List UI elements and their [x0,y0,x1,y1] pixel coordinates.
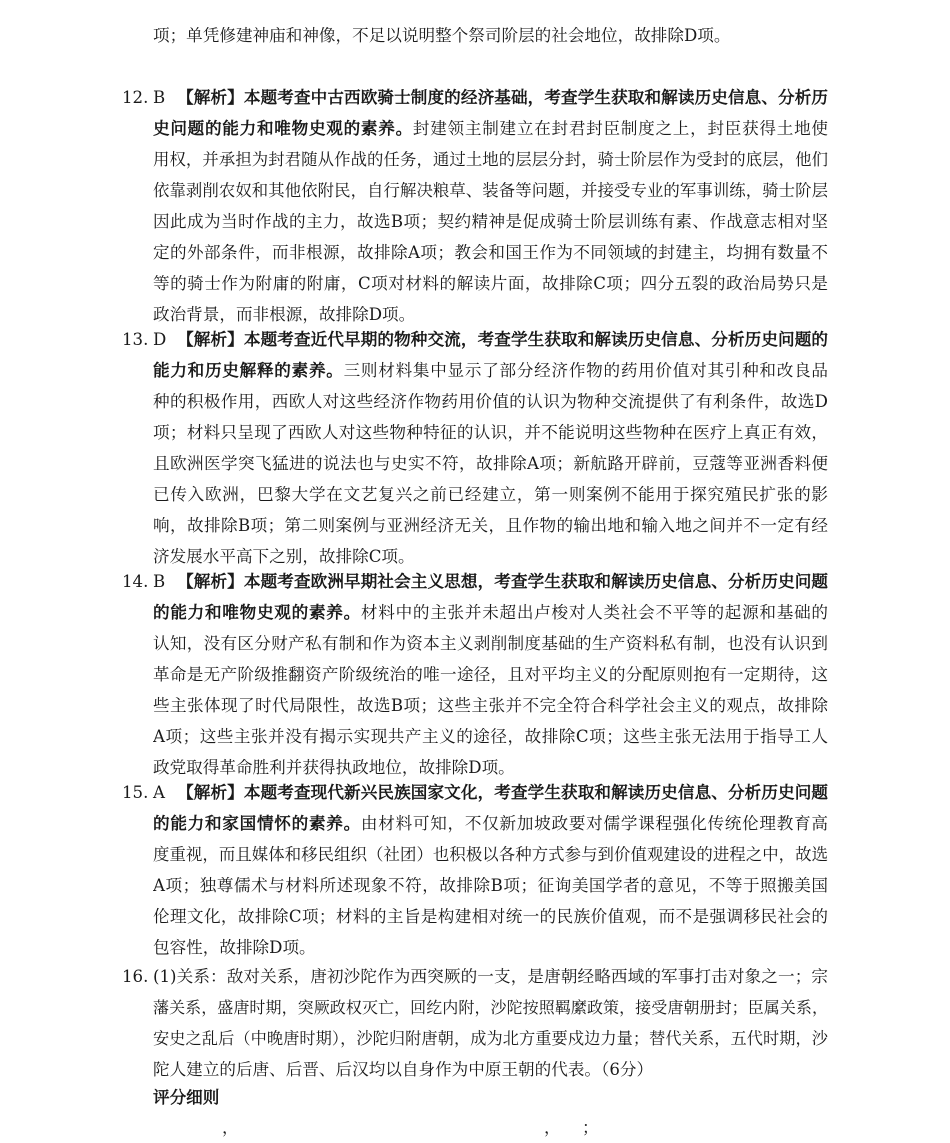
text-line: 种的积极作用，西欧人对这些经济作物药用价值的认识为物种交流提供了有利条件，故选D [153,392,828,411]
text-line: 认知，没有区分财产私有制和作为资本主义剥削制度基础的生产资料私有制，也没有认识到 [153,634,828,653]
q14-first-line [122,567,828,597]
text-line: 且欧洲医学突飞猛进的说法也与史实不符，故排除A项；新航路开辟前，豆蔻等亚洲香料便 [153,454,828,473]
q12-second-line [153,114,828,144]
text-line: 度重视，而且媒体和移民组织（社团）也积极以各种方式参与到价值观建设的进程之中，故选 [153,845,828,864]
bold-text: 史问题的能力和唯物史观的素养。 [153,119,413,138]
text-line: 已传入欧洲，巴黎大学在文艺复兴之前已经建立，第一则案例不能用于探究殖民扩张的影 [153,485,828,504]
cut-mark: ， [222,1118,239,1137]
text-line: 政党取得革命胜利并获得执政地位，故排除D项。 [153,758,515,777]
body-text: 由材料可知，不仅新加坡政要对儒学课程强化传统伦理教育高 [360,814,828,833]
q16-first-line [122,962,828,992]
text-line: 济发展水平高下之别，故排除C项。 [153,547,415,566]
text-line: 些主张体现了时代局限性，故选B项；这些主张并不完全符合科学社会主义的观点，故排除 [153,696,828,715]
q15-second-line [153,809,828,839]
answer-letter: A [153,783,165,802]
analysis-tag: 【解析】 [177,572,244,591]
analysis-tag: 【解析】 [177,783,244,802]
text-line: 包容性，故排除D项。 [153,938,316,957]
text-line: 项；材料只呈现了西欧人对这些物种特征的认识，并不能说明这些物种在医疗上真正有效， [153,423,828,442]
question-number: 12. [122,88,149,107]
question-number: 14. [122,572,149,591]
text-line: A项；独尊儒术与材料所述现象不符，故排除B项；征询美国学者的意见，不等于照搬美国 [153,876,828,895]
question-number: 16. [122,967,149,986]
q14-second-line [153,598,828,628]
analysis-tag: 【解析】 [177,330,244,349]
q15-first-line [122,778,828,808]
continuation-line [153,21,828,51]
text-line: A项；这些主张并没有揭示实现共产主义的途径，故排除C项；这些主张无法用于指导工人 [153,727,828,746]
q13-first-line [122,325,828,355]
text-line: 依靠剥削农奴和其他依附民，自行解决粮草、装备等问题，并接受专业的军事训练，骑士阶层 [153,181,828,200]
analysis-tag: 【解析】 [177,88,244,107]
text-line: 用权，并承担为封君随从作战的任务，通过土地的层层分封，骑士阶层作为受封的底层，他们 [153,150,828,169]
text-line: 陀人建立的后唐、后晋、后汉均以自身作为中原王朝的代表。（6分） [153,1060,654,1079]
text-line: 安史之乱后（中晚唐时期），沙陀归附唐朝，成为北方重要戍边力量；替代关系，五代时期，沙 [153,1029,828,1048]
continuation-text: 项；单凭修建神庙和神像，不足以说明整个祭司阶层的社会地位，故排除D项。 [153,26,731,45]
cut-mark: ， [544,1118,561,1137]
body-text: 三则材料集中显示了部分经济作物的药用价值对其引种和改良品 [343,361,828,380]
q13-second-line [153,356,828,386]
bold-text: 的能力和家国情怀的素养。 [153,814,361,833]
bold-text: 本题考查中古西欧骑士制度的经济基础，考查学生获取和解读历史信息、分析历 [243,88,828,107]
question-number: 15. [122,783,149,802]
text-line: 革命是无产阶级推翻资产阶级统治的唯一途径，且对平均主义的分配原则抱有一定期待，这 [153,665,828,684]
text-line: 定的外部条件，而非根源，故排除A项；教会和国王作为不同领域的封建主，均拥有数量不 [153,243,828,262]
answer-letter: D [153,330,167,349]
bold-text: 本题考查欧洲早期社会主义思想，考查学生获取和解读历史信息、分析历史问题 [243,572,828,591]
question-number: 13. [122,330,149,349]
bold-text: 本题考查现代新兴民族国家文化，考查学生获取和解读历史信息、分析历史问题 [243,783,828,802]
bold-text: 本题考查近代早期的物种交流，考查学生获取和解读历史信息、分析历史问题的 [243,330,828,349]
answer-letter: B [153,88,166,107]
bold-text: 能力和历史解释的素养。 [153,361,344,380]
text-line: 因此成为当时作战的主力，故选B项；契约精神是促成骑士阶层训练有素、作战意志相对坚 [153,212,828,231]
q12-first-line [122,83,828,113]
text-line: 响，故排除B项；第二则案例与亚洲经济无关，且作物的输出地和输入地之间并不一定有经 [153,516,828,535]
body-text: 封建领主制建立在封君封臣制度之上，封臣获得土地使 [412,119,828,138]
text-line: 政治背景，而非根源，故排除D项。 [153,305,416,324]
body-text: 材料中的主张并未超出卢梭对人类社会不平等的起源和基础的 [360,603,828,622]
bold-text: 的能力和唯物史观的素养。 [153,603,361,622]
cut-mark: ； [582,1118,599,1137]
text-line: 等的骑士作为附庸的附庸，C项对材料的解读片面，故排除C项；四分五裂的政治局势只是 [153,274,828,293]
text-line: 藩关系，盛唐时期，突厥政权灭亡，回纥内附，沙陀按照羁縻政策，接受唐朝册封；臣属关系， [153,998,828,1017]
answer-letter: B [153,572,166,591]
body-text: (1)关系：敌对关系，唐初沙陀作为西突厥的一支，是唐朝经略西域的军事打击对象之一；宗 [153,967,828,986]
text-line: 伦理文化，故排除C项；材料的主旨是构建相对统一的民族价值观，而不是强调移民社会的 [153,907,828,926]
scoring-rules-label: 评分细则 [153,1088,220,1107]
